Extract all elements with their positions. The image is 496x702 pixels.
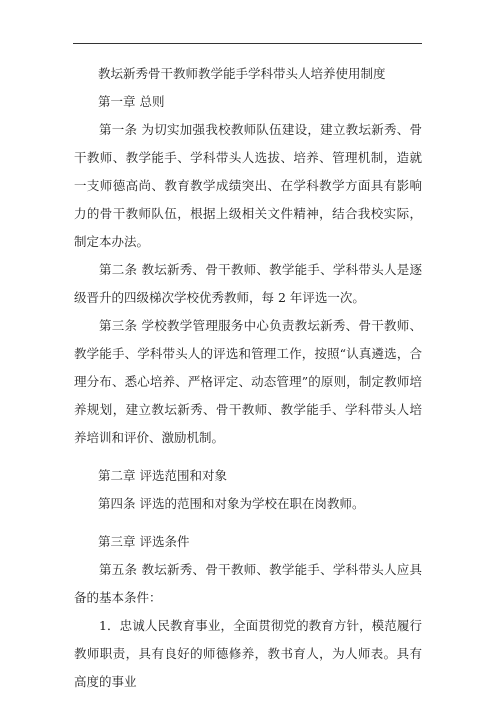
- article-paragraph: 第三条 学校教学管理服务中心负责教坛新秀、骨干教师、教学能手、学科带头人的评选和管理工作，按照“认真遴选，合理分布、悉心培养、严格评定、动态管理”的原则，制定教师培养规划，建立教坛新秀、骨干教师、教学能手、学科带头人培养培训和评价、激励机制。: [74, 318, 422, 445]
- article-paragraph: 第二条 教坛新秀、骨干教师、教学能手、学科带头人是逐级晋升的四级梯次学校优秀教师，每 2 年评选一次。: [74, 262, 422, 305]
- chapter-heading: 第一章 总则: [98, 94, 165, 109]
- chapter-heading: 第三章 评选条件: [98, 534, 190, 549]
- document-body: [74, 60, 422, 696]
- article-paragraph: 第四条 评选的范围和对象为学校在职在岗教师。: [98, 496, 365, 511]
- document-title: 教坛新秀骨干教师教学能手学科带头人培养使用制度: [98, 66, 386, 81]
- article-paragraph: 第一条 为切实加强我校教师队伍建设，建立教坛新秀、骨干教师、教学能手、学科带头人选拔、培养、管理机制，造就一支师德高尚、教育教学成绩突出、在学科教学方面具有影响力的骨干教师队伍，根据上级相关文件精神，结合我校实际，制定本办法。: [74, 122, 422, 249]
- article-paragraph: 第五条 教坛新秀、骨干教师、教学能手、学科带头人应具备的基本条件：: [74, 562, 422, 605]
- header-rule: [73, 43, 422, 44]
- list-item: 1．忠诚人民教育事业，全面贯彻党的教育方针，模范履行教师职责，具有良好的师德修养，教书育人，为人师表。具有高度的事业: [74, 618, 422, 689]
- chapter-heading: 第二章 评选范围和对象: [98, 468, 227, 483]
